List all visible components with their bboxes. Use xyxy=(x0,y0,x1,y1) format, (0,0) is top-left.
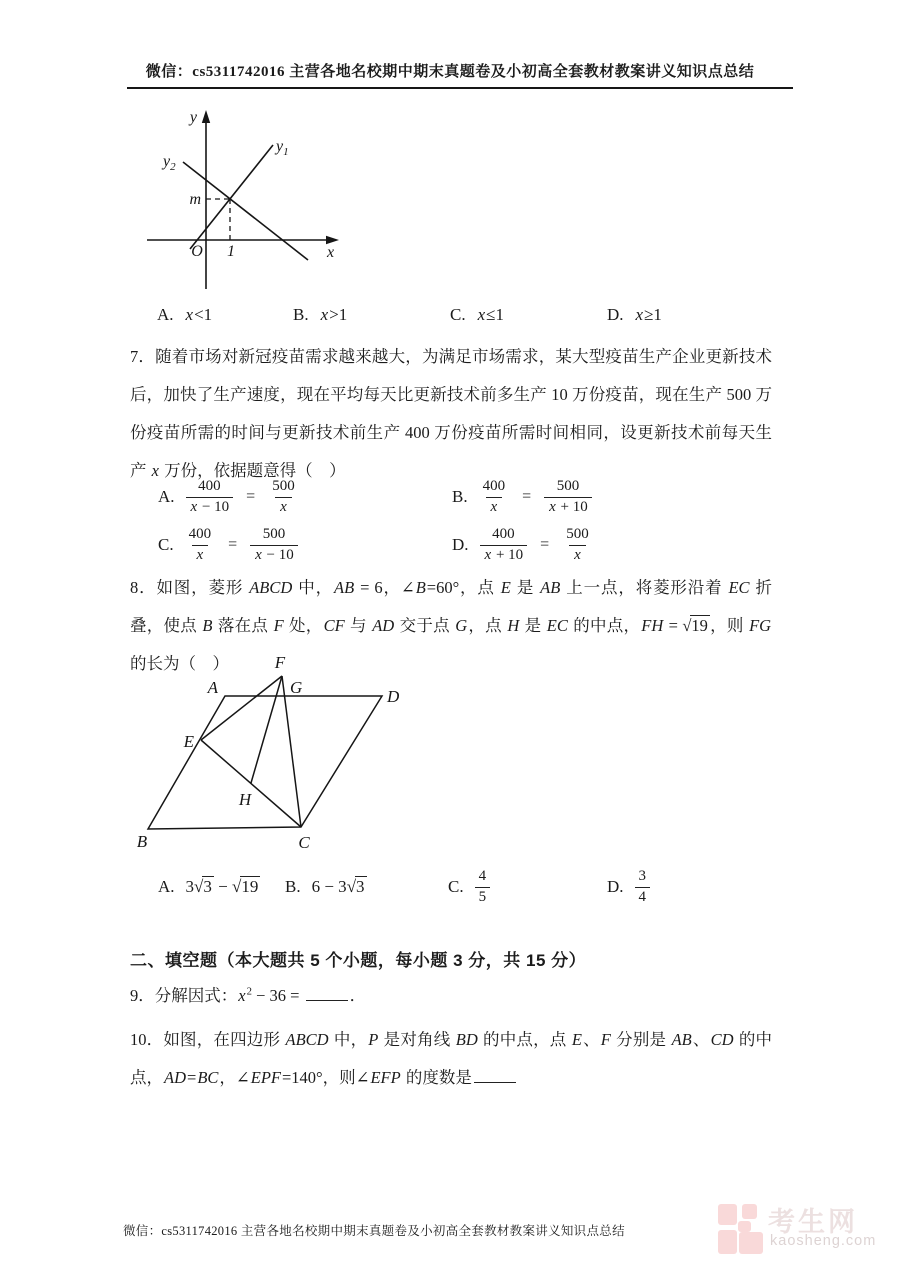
equals-sign: = xyxy=(522,488,532,505)
q6-option-c xyxy=(450,297,504,333)
fraction: $\frac{400}{x - 10}$ xyxy=(186,477,234,517)
q6-option-a xyxy=(157,297,212,333)
option-letter: C. xyxy=(158,535,174,554)
kaosheng-watermark-logo xyxy=(716,1202,888,1260)
logo-brand-text: 考生网 xyxy=(768,1207,858,1237)
logo-block-icon xyxy=(718,1204,737,1225)
q7-option-d xyxy=(452,518,593,572)
option-letter: B. xyxy=(293,305,309,324)
point-H-label: H xyxy=(238,790,252,809)
rhombus-outline xyxy=(148,696,382,829)
q6-linear-graph-figure xyxy=(145,106,395,291)
vertex-C-label: C xyxy=(298,833,310,852)
option-letter: D. xyxy=(452,535,469,554)
x-axis-arrow-icon xyxy=(326,236,339,244)
y2-label: $y_2$ xyxy=(163,153,176,173)
option-letter: B. xyxy=(285,877,301,896)
q8-option-c xyxy=(448,860,490,914)
point-F-label: F xyxy=(274,653,286,672)
option-letter: A. xyxy=(158,877,175,896)
vertex-D-label: D xyxy=(387,687,400,706)
y-axis-arrow-icon xyxy=(202,110,210,123)
option-text: x<1 xyxy=(185,305,213,324)
option-text: 3√3 − √19 xyxy=(185,877,259,896)
x-axis-label: x xyxy=(327,244,335,261)
q8-option-a xyxy=(158,860,260,914)
segment-FH xyxy=(251,676,282,783)
y-axis-label: y xyxy=(189,109,197,126)
q7-option-c xyxy=(158,518,298,572)
logo-block-icon xyxy=(718,1230,737,1254)
section-2-title: 二、填空题（本大题共 5 个小题，每小题 3 分，共 15 分） xyxy=(130,951,587,970)
fraction: $\frac{500}{x}$ xyxy=(562,525,593,565)
logo-block-icon xyxy=(739,1232,763,1254)
option-letter: A. xyxy=(158,487,175,506)
m-label: m xyxy=(189,191,201,208)
q7-stem: 7．随着市场对新冠疫苗需求越来越大，为满足市场需求，某大型疫苗生产企业更新技术后，加快了生产速度，现在平均每天比更新技术前多生产 10 万份疫苗，现在生产 500 万份疫苗所需的时间与更新技术前生产 400 万份疫苗所需时间相同，设更新技术前每天生产 x 万份，依据题意得（ ） xyxy=(130,347,772,480)
q8-option-d xyxy=(607,860,650,914)
header-seller-text: 微信：cs5311742016 主营各地名校期中期末真题卷及小初高全套教材教案讲义知识点总结 xyxy=(145,64,755,80)
option-text: x>1 xyxy=(320,305,348,324)
option-letter: C. xyxy=(448,877,464,896)
q6-option-b xyxy=(293,297,347,333)
q7-options-grid xyxy=(0,470,900,576)
option-letter: D. xyxy=(607,877,624,896)
fraction: $\frac{500}{x + 10}$ xyxy=(544,477,592,517)
option-text: x≥1 xyxy=(635,305,662,324)
logo-domain-text: kaosheng.com xyxy=(770,1233,877,1249)
fraction: $\frac{400}{x}$ xyxy=(479,477,510,517)
fraction: $\frac{3}{4}$ xyxy=(635,867,651,907)
equals-sign: = xyxy=(540,536,550,553)
segment-FC xyxy=(282,676,301,827)
option-letter: D. xyxy=(607,305,624,324)
q8-rhombus-figure xyxy=(128,653,420,855)
q8-options-row xyxy=(0,860,900,914)
equals-sign: = xyxy=(228,536,238,553)
tick-1-label: 1 xyxy=(227,243,235,260)
fraction: $\frac{500}{x - 10}$ xyxy=(250,525,298,565)
q10-stem: 10．如图，在四边形 ABCD 中，P 是对角线 BD 的中点，点 E、F 分别是 AB、CD 的中点，AD=BC，∠EPF=140°，则∠EFP 的度数是 xyxy=(130,1030,773,1087)
option-text: 6 − 3√3 xyxy=(311,877,365,896)
fraction: $\frac{400}{x + 10}$ xyxy=(480,525,528,565)
option-letter: A. xyxy=(157,305,174,324)
option-text: x≤1 xyxy=(477,305,504,324)
logo-block-icon xyxy=(742,1204,757,1219)
origin-label: O xyxy=(191,243,203,260)
fraction: $\frac{4}{5}$ xyxy=(475,867,491,907)
q9-stem: 9．分解因式：$x^2 - 36$ = ． xyxy=(130,985,367,1005)
q8-option-b xyxy=(285,860,367,914)
logo-block-icon xyxy=(738,1221,751,1232)
segment-EC xyxy=(201,740,301,827)
vertex-B-label: B xyxy=(136,832,148,851)
fraction: $\frac{400}{x}$ xyxy=(185,525,216,565)
option-letter: B. xyxy=(452,487,468,506)
line-y1 xyxy=(190,145,273,249)
footer-seller-text: 微信：cs5311742016 主营各地名校期中期末真题卷及小初高全套教材教案讲义知识点总结 xyxy=(123,1224,625,1238)
vertex-A-label: A xyxy=(207,678,218,697)
equals-sign: = xyxy=(246,488,256,505)
option-letter: C. xyxy=(450,305,466,324)
point-E-label: E xyxy=(183,732,194,751)
y1-label: $y_1$ xyxy=(276,138,289,158)
point-G-label: G xyxy=(290,678,303,697)
q6-options-row xyxy=(0,297,900,333)
q7-option-b xyxy=(452,470,592,524)
q6-option-d xyxy=(607,297,662,333)
fraction: $\frac{500}{x}$ xyxy=(268,477,299,517)
header-rule xyxy=(127,87,793,89)
q8-stem: 8．如图，菱形 ABCD 中，AB = 6，∠B=60°，点 E 是 AB 上一点，将菱形沿着 EC 折叠，使点 B 落在点 F 处，CF 与 AD 交于点 G，点 H 是 EC 的中点，FH = √19 ，则 FG 的长为（ ） xyxy=(130,578,773,673)
q7-option-a xyxy=(158,470,299,524)
